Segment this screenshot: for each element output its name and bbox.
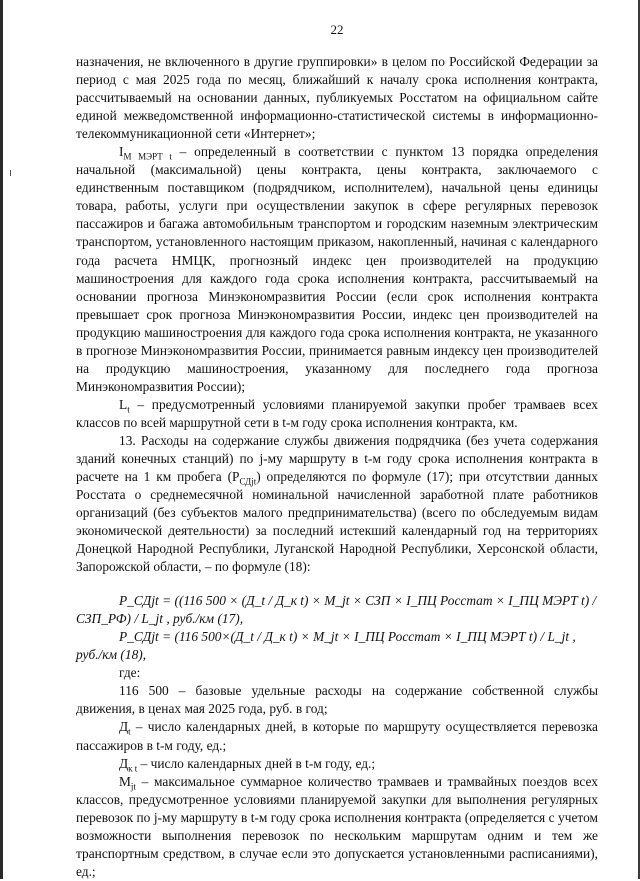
paragraph-m-jt-text: – максимальное суммарное количество трамваев и трамвайных поездов всех классов, предусмотренное условиями планируемой закупки для выполнения регулярных перевозок по j-му маршруту в t-м году срока исполнения контракта (определяется с учетом возможности выполнения перевозок по нескольким маршрутам одним и тем же транспортным средством, в случае если это допускается установленными расписаниями), ед.; (76, 773, 598, 879)
symbol-l: L (119, 396, 128, 412)
paragraph-d-t (76, 718, 598, 754)
paragraph-item-13-text-a: 13. Расходы на содержание службы движения подрядчика (без учета содержания зданий конечных станций) по j-му маршруту в t-м году срока исполнения контракта в расчете на 1 км пробега (Р (76, 432, 598, 485)
paragraph-item-13 (76, 432, 598, 576)
paragraph-l-t-text: – предусмотренный условиями планируемой закупки пробег трамваев всех классов по всей маршрутной сети в t-м году срока исполнения контракта, км. (76, 396, 598, 430)
symbol-p-subscript: СДjt (239, 476, 257, 487)
paragraph-m-jt (76, 773, 598, 881)
paragraph-d-kt (76, 755, 598, 773)
symbol-m-subscript: jt (130, 781, 136, 792)
symbol-i: I (119, 144, 124, 160)
symbol-m: M (119, 773, 131, 789)
formula-17 (76, 592, 598, 628)
scan-mark (10, 170, 11, 176)
formula-17-text: Р_СДjt = ((116 500 × (Д_t / Д_к t) × M_jt × СЗП × I_ПЦ Росстат × I_ПЦ МЭРТ t) / СЗП_РФ) / L_jt , руб./км (17), (76, 593, 597, 627)
paragraph-116500: 116 500 – базовые удельные расходы на содержание собственной службы движения, в ценах мая 2025 года, руб. в год; (76, 683, 598, 717)
where-label: где: (119, 665, 141, 681)
paragraph-d-t-text: – число календарных дней, в которые по маршруту осуществляется перевозка пассажиров в t-м году, ед.; (76, 719, 598, 753)
paragraph-i-mert (76, 143, 598, 396)
formula-18 (76, 628, 598, 664)
symbol-d: Д (119, 719, 129, 735)
paragraph-d-kt-text: – число календарных дней в t-м году, ед.; (137, 755, 376, 771)
formula-18-text: Р_СДjt = (116 500×(Д_t / Д_к t) × M_jt × I_ПЦ Росстат × I_ПЦ МЭРТ t) / L_jt , руб./км (18), (76, 629, 576, 663)
symbol-d-subscript: t (128, 727, 131, 738)
paragraph-i-mert-text: – определенный в соответствии с пунктом 13 порядка определения начальной (максимальной) цены контракта, цены контракта, заключаемого с единственным поставщиком (подрядчиком, исполнителем), начальной цены единицы товара, работы, услуги при осуществлении закупок в сфере регулярных перевозок пассажиров и багажа автомобильным транспортом и городским наземным электрическим транспортом, установленного настоящим приказом, накопленный, начиная с календарного года расчета НМЦК, прогнозный индекс цен производителей на продукцию машиностроения для каждого года срока исполнения контракта, рассчитываемый на основании прогноза Минэкономразвития России (если срок исполнения контракта превышает срок прогноза Минэкономразвития России, индекс цен производителей на продукцию машиностроения для каждого года срока исполнения контракта, не указанного в прогнозе Минэкономразвития России, принимается равным индексу цен производителей на продукцию машиностроения, указанному для последнего года прогноза Минэкономразвития России); (76, 144, 598, 394)
paragraph-l-t (76, 396, 598, 432)
symbol-dk: Д (119, 755, 129, 771)
paragraph-continuation: назначения, не включенного в другие группировки» в целом по Российской Федерации за период с мая 2025 года по месяц, ближайший к началу срока исполнения контракта, рассчитываемый на основании данных, публикуемых Росстатом на официальном сайте единой межведомственной информационно-статистической системы в информационно-телекоммуникационной сети «Интернет»; (76, 54, 598, 142)
symbol-dk-subscript: к t (128, 763, 138, 774)
paragraph-item-13-text-b: ) определяются по формуле (17); при отсутствии данных Росстата о среднемесячной номинальной начисленной заработной плате работников организаций (без субъектов малого предпринимательства) (всего по обследуемым видам экономической деятельности) за последний истекший календарный год на территориях Донецкой Народной Республики, Луганской Народной Республики, Херсонской области, Запорожской области, – по формуле (18): (76, 469, 598, 575)
symbol-i-subscript: М МЭРТ t (123, 151, 172, 162)
page-number: 22 (330, 22, 344, 37)
scan-left-edge (0, 0, 3, 879)
symbol-l-subscript: t (127, 404, 130, 415)
